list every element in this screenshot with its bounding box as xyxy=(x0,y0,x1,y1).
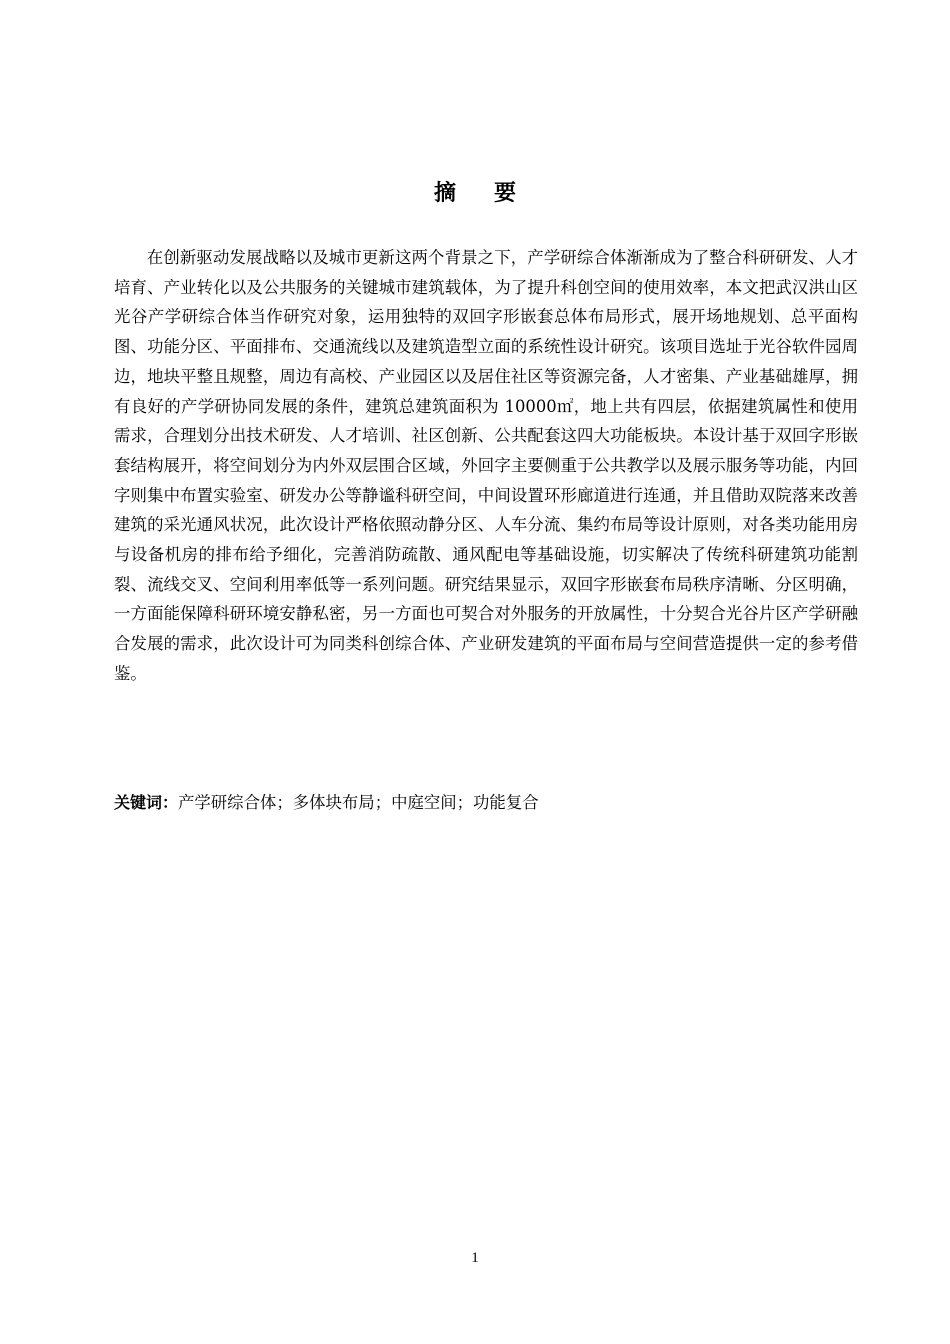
keywords-list: 产学研综合体；多体块布局；中庭空间；功能复合 xyxy=(178,793,539,812)
abstract-title: 摘要 xyxy=(433,181,554,206)
page-number: 1 xyxy=(471,1250,479,1266)
keywords-label: 关键词： xyxy=(114,793,179,812)
abstract-body: 在创新驱动发展战略以及城市更新这两个背景之下，产学研综合体渐渐成为了整合科研研发、人才培育、产业转化以及公共服务的关键城市建筑载体，为了提升科创空间的使用效率，本文把武汉洪山区光谷产学研综合体当作研究对象，运用独特的双回字形嵌套总体布局形式，展开场地规划、总平面构图、功能分区、平面排布、交通流线以及建筑造型立面的系统性设计研究。该项目选址于光谷软件园周边，地块平整且规整，周边有高校、产业园区以及居住社区等资源完备，人才密集、产业基础雄厚，拥有良好的产学研协同发展的条件，建筑总建筑面积为 10000㎡，地上共有四层，依据建筑属性和使用需求，合理划分出技术研发、人才培训、社区创新、公共配套这四大功能板块。本设计基于双回字形嵌套结构展开，将空间划分为内外双层围合区域，外回字主要侧重于公共教学以及展示服务等功能，内回字则集中布置实验室、研发办公等静谧科研空间，中间设置环形廊道进行连通，并且借助双院落来改善建筑的采光通风状况，此次设计严格依照动静分区、人车分流、集约布局等设计原则，对各类功能用房与设备机房的排布给予细化，完善消防疏散、通风配电等基础设施，切实解决了传统科研建筑功能割裂、流线交叉、空间利用率低等一系列问题。研究结果显示，双回字形嵌套布局秩序清晰、分区明确，一方面能保障科研环境安静私密，另一方面也可契合对外服务的开放属性，十分契合光谷片区产学研融合发展的需求，此次设计可为同类科创综合体、产业研发建筑的平面布局与空间营造提供一定的参考借鉴。 xyxy=(114,248,858,683)
keywords-line xyxy=(114,788,858,817)
